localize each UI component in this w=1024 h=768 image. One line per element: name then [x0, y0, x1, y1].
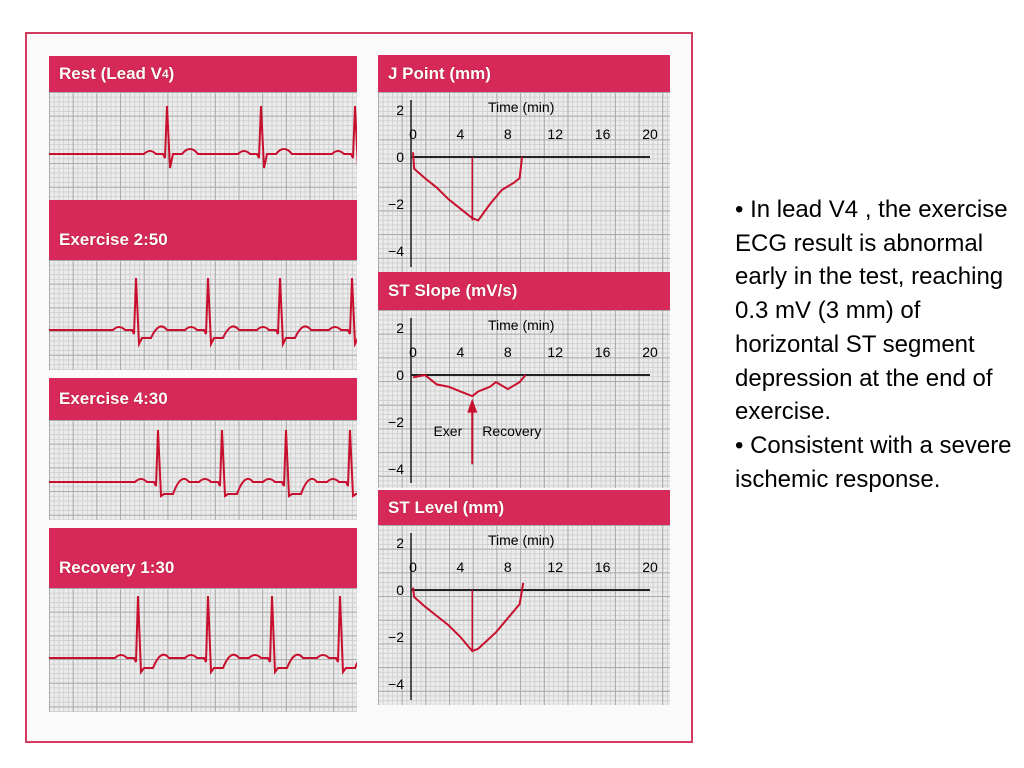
- x-tick-label: 12: [547, 126, 563, 142]
- chart-header-st-slope: [378, 272, 670, 310]
- note-bullet: • In lead V4 , the exercise ECG result is abnormal early in the test, reaching 0.3 mV (3 mm) of horizontal ST segment depression at the end of exercise.: [735, 196, 1008, 426]
- chart-title: ST Slope (mV/s): [388, 281, 518, 300]
- y-tick-label: −4: [388, 243, 404, 259]
- ecg-strip-recovery-1-30: [49, 588, 357, 712]
- data-series-line: [413, 152, 522, 220]
- strip-header-exercise-4-30: [49, 378, 357, 420]
- ecg-trace: [49, 260, 357, 370]
- chart-title: J Point (mm): [388, 63, 491, 83]
- ecg-strip-rest: [49, 92, 357, 200]
- x-axis-label: Time (min): [488, 99, 555, 115]
- ecg-trace: [49, 420, 357, 520]
- data-series-line: [413, 375, 526, 396]
- chart-header-st-level: [378, 490, 670, 525]
- chart-plot: [378, 525, 670, 705]
- x-tick-label: 20: [642, 126, 658, 142]
- strip-title: Exercise 4:30: [59, 389, 168, 408]
- y-tick-label: 2: [396, 102, 404, 118]
- chart-st-slope: [378, 310, 670, 488]
- x-tick-label: 16: [594, 559, 611, 575]
- x-axis-label: Time (min): [488, 317, 555, 333]
- strip-title: Rest (Lead V: [59, 64, 162, 83]
- strip-title: Exercise 2:50: [59, 230, 168, 249]
- ecg-waveform: [49, 106, 357, 168]
- y-tick-label: 0: [396, 582, 404, 598]
- x-tick-label: 0: [409, 126, 417, 142]
- x-tick-label: 16: [594, 344, 611, 360]
- y-tick-label: 2: [396, 320, 404, 336]
- ecg-trace: [49, 92, 357, 200]
- strip-header-recovery-1-30: [49, 528, 357, 588]
- y-tick-label: −4: [388, 676, 404, 692]
- chart-st-level: [378, 525, 670, 705]
- annotation-exer: Exer: [433, 423, 463, 440]
- x-tick-label: 12: [547, 559, 563, 575]
- x-tick-label: 16: [594, 126, 611, 142]
- annotation-recovery: Recovery: [482, 423, 542, 440]
- x-tick-label: 4: [456, 126, 465, 142]
- ecg-waveform: [49, 430, 357, 496]
- ecg-waveform: [49, 596, 357, 672]
- x-tick-label: 8: [503, 126, 512, 142]
- strip-title-subscript: 4: [161, 67, 169, 81]
- chart-header-j-point: [378, 55, 670, 92]
- note-bullet: • Consistent with a severe ischemic response.: [735, 431, 1012, 493]
- x-tick-label: 0: [409, 344, 417, 360]
- ecg-waveform: [49, 278, 357, 344]
- chart-title: ST Level (mm): [388, 497, 505, 517]
- x-tick-label: 8: [503, 344, 512, 360]
- chart-j-point: [378, 92, 670, 272]
- y-tick-label: −2: [388, 414, 404, 430]
- slide-notes: [735, 193, 1015, 496]
- strip-header-exercise-2-50: [49, 200, 357, 260]
- ecg-strip-exercise-2-50: [49, 260, 357, 370]
- x-tick-label: 4: [456, 344, 465, 360]
- strip-title-close: ): [168, 64, 175, 83]
- y-tick-label: −2: [388, 196, 404, 212]
- data-series-line: [413, 583, 523, 651]
- x-tick-label: 0: [409, 559, 417, 575]
- ecg-trace: [49, 588, 357, 712]
- strip-header-rest: [49, 56, 357, 92]
- arrow-head: [467, 399, 477, 413]
- x-tick-label: 20: [642, 344, 658, 360]
- x-tick-label: 8: [503, 559, 512, 575]
- y-tick-label: 2: [396, 535, 404, 551]
- ecg-strip-exercise-4-30: [49, 420, 357, 520]
- y-tick-label: −4: [388, 461, 404, 477]
- x-tick-label: 4: [456, 559, 465, 575]
- x-tick-label: 12: [547, 344, 563, 360]
- strip-title: Recovery 1:30: [59, 558, 175, 577]
- chart-plot: [378, 310, 670, 488]
- chart-plot: [378, 92, 670, 272]
- y-tick-label: 0: [396, 149, 404, 165]
- y-tick-label: −2: [388, 629, 404, 645]
- x-axis-label: Time (min): [488, 532, 555, 548]
- y-tick-label: 0: [396, 367, 404, 383]
- x-tick-label: 20: [642, 559, 658, 575]
